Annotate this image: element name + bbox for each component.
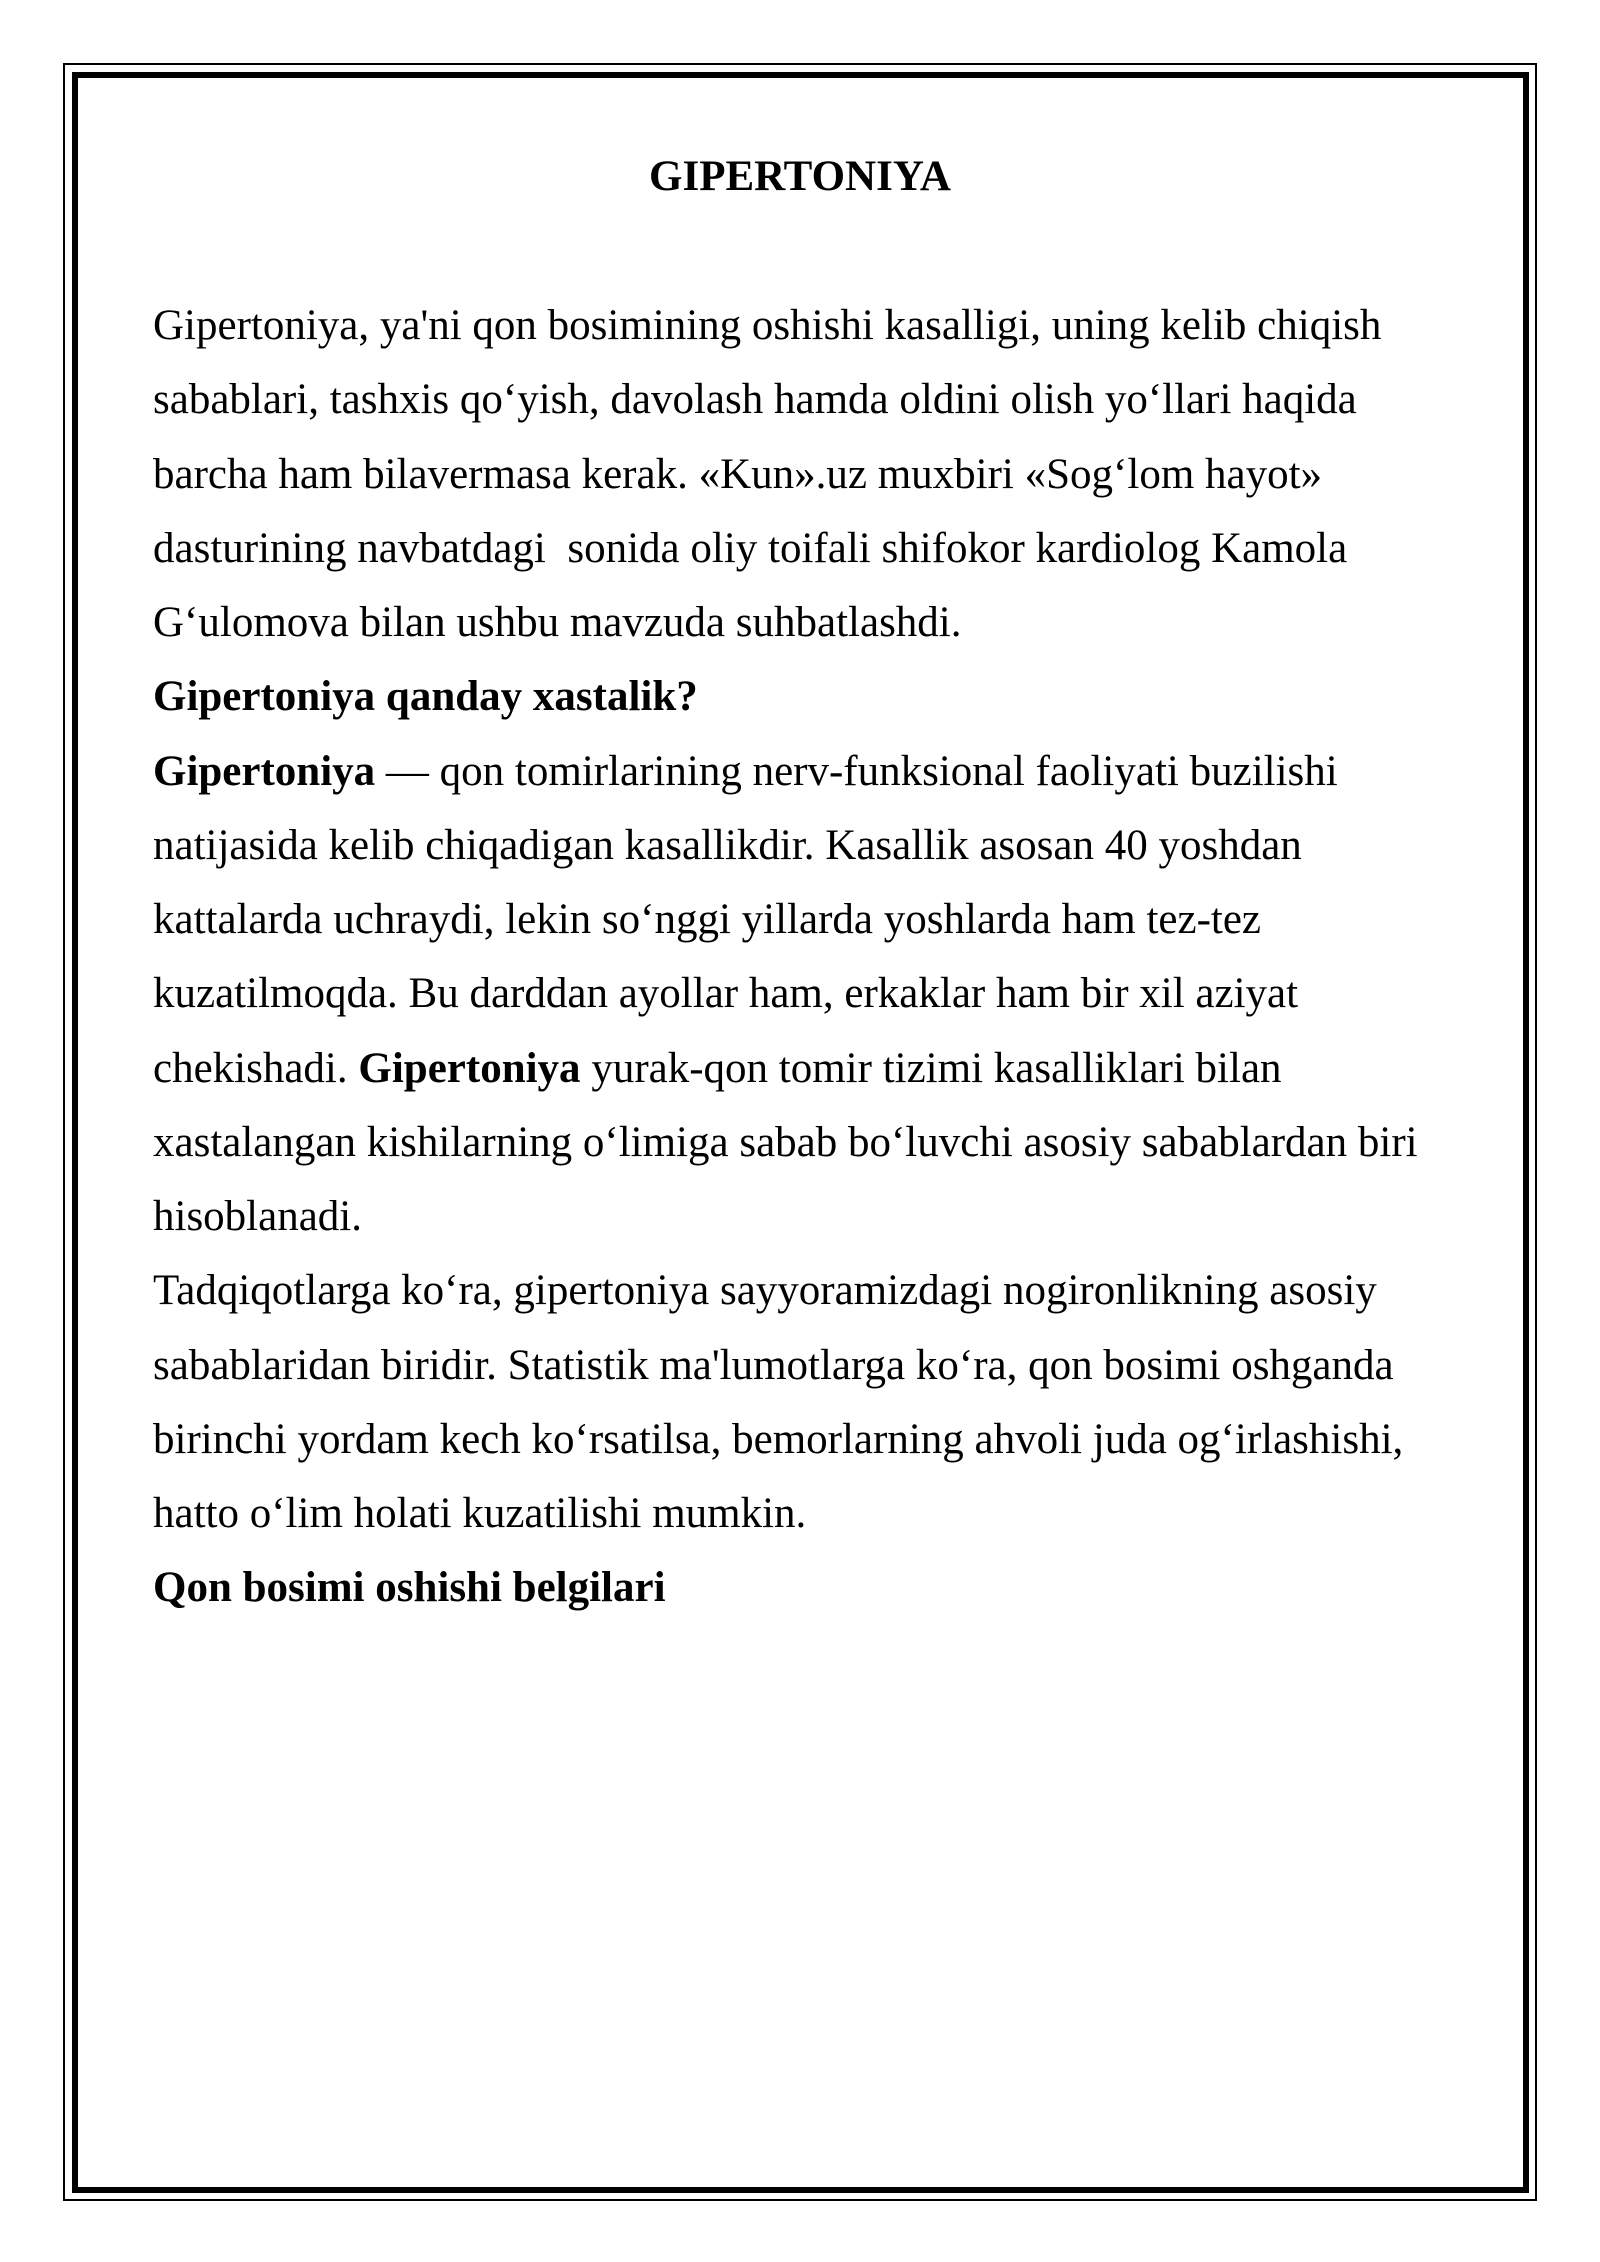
statistics-paragraph [153,1254,1513,1551]
paragraph-line: dasturining navbatdagi sonida oliy toifali shifokor kardiolog Kamola [153,524,1348,572]
paragraph-line: sabablaridan biridir. Statistik ma'lumotlarga ko‘ra, qon bosimi oshganda [153,1341,1394,1389]
paragraph-line: hisoblanadi. [153,1193,362,1240]
paragraph-line [153,1032,1513,1106]
paragraph-line: barcha ham bilavermasa kerak. «Kun».uz muxbiri «Sog‘lom hayot» [153,450,1323,498]
paragraph-line: hatto o‘lim holati kuzatilishi mumkin. [153,1490,807,1537]
bold-term: Gipertoniya [358,1044,581,1092]
paragraph-line: Tadqiqotlarga ko‘ra, gipertoniya sayyoramizdagi nogironlikning asosiy [153,1267,1377,1315]
paragraph-line: xastalangan kishilarning o‘limiga sabab bo‘luvchi asosiy sabablardan biri [153,1118,1418,1166]
paragraph-line [153,735,1513,809]
paragraph-line: natijasida kelib chiqadigan kasallikdir. Kasallik asosan 40 yoshdan [153,821,1302,869]
section-heading: Qon bosimi oshishi belgilari [153,1564,666,1612]
line-text: — qon tomirlarining nerv-funksional faoliyati buzilishi [375,747,1338,795]
document-title: GIPERTONIYA [649,153,951,200]
paragraph-line: kuzatilmoqda. Bu darddan ayollar ham, erkaklar ham bir xil aziyat [153,970,1299,1018]
line-text: yurak-qon tomir tizimi kasalliklari bilan [580,1044,1282,1092]
paragraph-line: Gipertoniya, ya'ni qon bosimining oshishi kasalligi, uning kelib chiqish [153,302,1382,349]
paragraph-line: sabablari, tashxis qo‘yish, davolash hamda oldini olish yo‘llari haqida [153,376,1357,424]
paragraph-line: birinchi yordam kech ko‘rsatilsa, bemorlarning ahvoli juda og‘irlashishi, [153,1415,1404,1463]
bold-term: Gipertoniya [153,747,376,795]
paragraph-line: G‘ulomova bilan ushbu mavzuda suhbatlashdi. [153,599,962,646]
section-heading: Gipertoniya qanday xastalik? [153,673,698,721]
intro-paragraph [153,289,1513,660]
paragraph-line: kattalarda uchraydi, lekin so‘nggi yillarda yoshlarda ham tez-tez [153,896,1262,943]
line-text: chekishadi. [153,1044,359,1092]
document-body [153,289,1513,1626]
definition-paragraph [153,735,1513,1255]
